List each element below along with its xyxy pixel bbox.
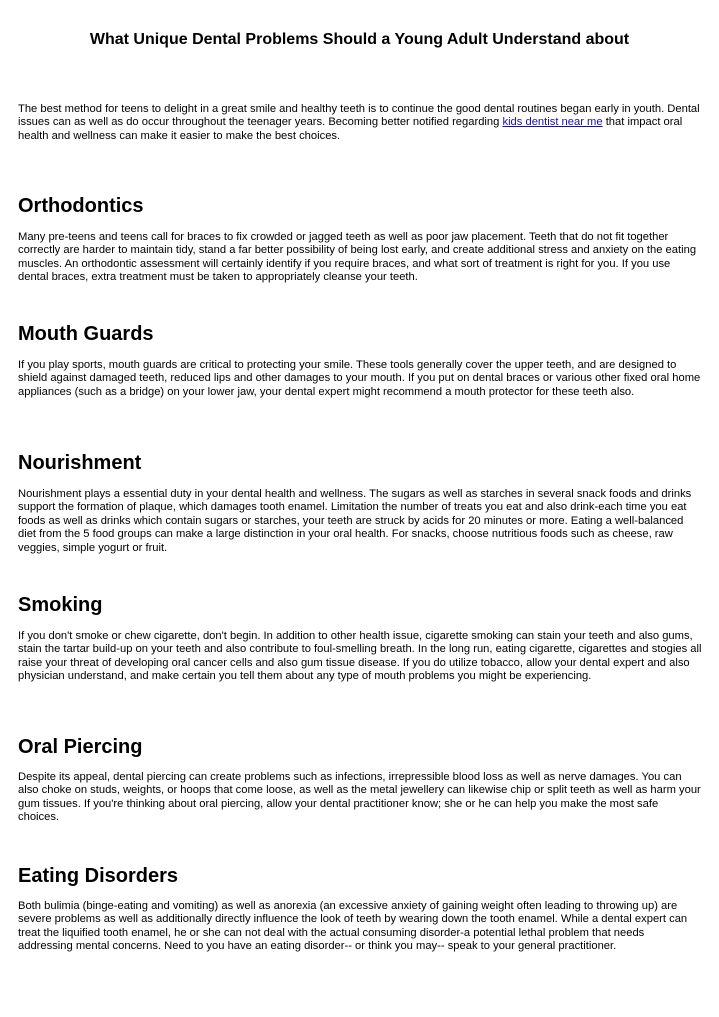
heading-nourishment: Nourishment <box>18 452 142 474</box>
intro-text-after: that impact oral health and wellness can make it easier to make the best choices. <box>18 116 683 142</box>
paragraph-mouth-guards: If you play sports, mouth guards are critical to protecting your smile. These tools generally cover the upper teeth, and are designed to shield against damaged teeth, reduced lips and other damages to your mouth. If you put on dental braces or various other fixed oral home appliances (such as a bridge) on your lower jaw, your dental expert might recommend a mouth protector for these teeth also. <box>18 359 701 398</box>
heading-oral-piercing: Oral Piercing <box>18 736 143 758</box>
kids-dentist-link[interactable]: kids dentist near me <box>502 116 603 129</box>
paragraph-nourishment: Nourishment plays a essential duty in your dental health and wellness. The sugars as well as starches in several snack foods and drinks support the formation of plaque, which damages tooth enamel. Limitation the number of treats you eat and also drink-each time you eat foods as well as drinks which contain sugars or starches, your teeth are struck by acids for 20 minutes or more. Eating a well-balanced diet from the 5 food groups can make a large distinction in your oral health. For snacks, choose nutritious foods such as cheese, raw veggies, simple yogurt or fruit. <box>18 488 692 554</box>
paragraph-oral-piercing: Despite its appeal, dental piercing can create problems such as infections, irrepressible blood loss as well as nerve damages. You can also choke on studs, weights, or hoops that come loose, as well as the metal jewellery can likewise chip or split teeth as well as harm your gum tissues. If you're thinking about oral piercing, allow your dental practitioner know; she or he can help you make the most safe choices. <box>18 771 701 824</box>
heading-eating-disorders: Eating Disorders <box>18 865 179 887</box>
paragraph-eating-disorders: Both bulimia (binge-eating and vomiting) as well as anorexia (an excessive anxiety of gaining weight often leading to throwing up) are severe problems as well as additionally directly influence the look of teeth by wearing down the tooth enamel. While a dental expert can treat the liquified tooth enamel, he or she can not deal with the actual consuming disorder-a potential lethal problem that needs addressing mental concerns. Need to you have an eating disorder-- or think you may-- speak to your general practitioner. <box>18 900 688 953</box>
paragraph-orthodontics: Many pre-teens and teens call for braces to fix crowded or jagged teeth as well as poor jaw placement. Teeth that do not fit together correctly are harder to maintain tidy, stand a far better possibility of being lost early, and create additional stress and anxiety on the eating muscles. An orthodontic assessment will certainly identify if you require braces, and what sort of treatment is right for you. If you use dental braces, extra treatment must be taken to appropriately cleanse your teeth. <box>18 231 697 284</box>
intro-paragraph <box>18 103 702 143</box>
paragraph-smoking: If you don't smoke or chew cigarette, don't begin. In addition to other health issue, cigarette smoking can stain your teeth and also gums, stain the tartar build-up on your teeth and also contribute to foul-smelling breath. In the long run, eating cigarette, cigarettes and stogies all raise your threat of developing oral cancer cells and also gum tissue disease. If you do utilize tobacco, allow your dental expert and also physician understand, and make certain you tell them about any type of mouth problems you might be experiencing. <box>18 630 702 683</box>
page-title: What Unique Dental Problems Should a Young Adult Understand about <box>89 31 630 48</box>
heading-mouth-guards: Mouth Guards <box>18 323 154 345</box>
heading-orthodontics: Orthodontics <box>18 195 144 217</box>
heading-smoking: Smoking <box>18 594 103 616</box>
intro-text-before: The best method for teens to delight in a great smile and healthy teeth is to continue the good dental routines began early in youth. Dental issues can as well as do occur throughout the teenager years. Becoming better notified regarding <box>18 103 700 129</box>
